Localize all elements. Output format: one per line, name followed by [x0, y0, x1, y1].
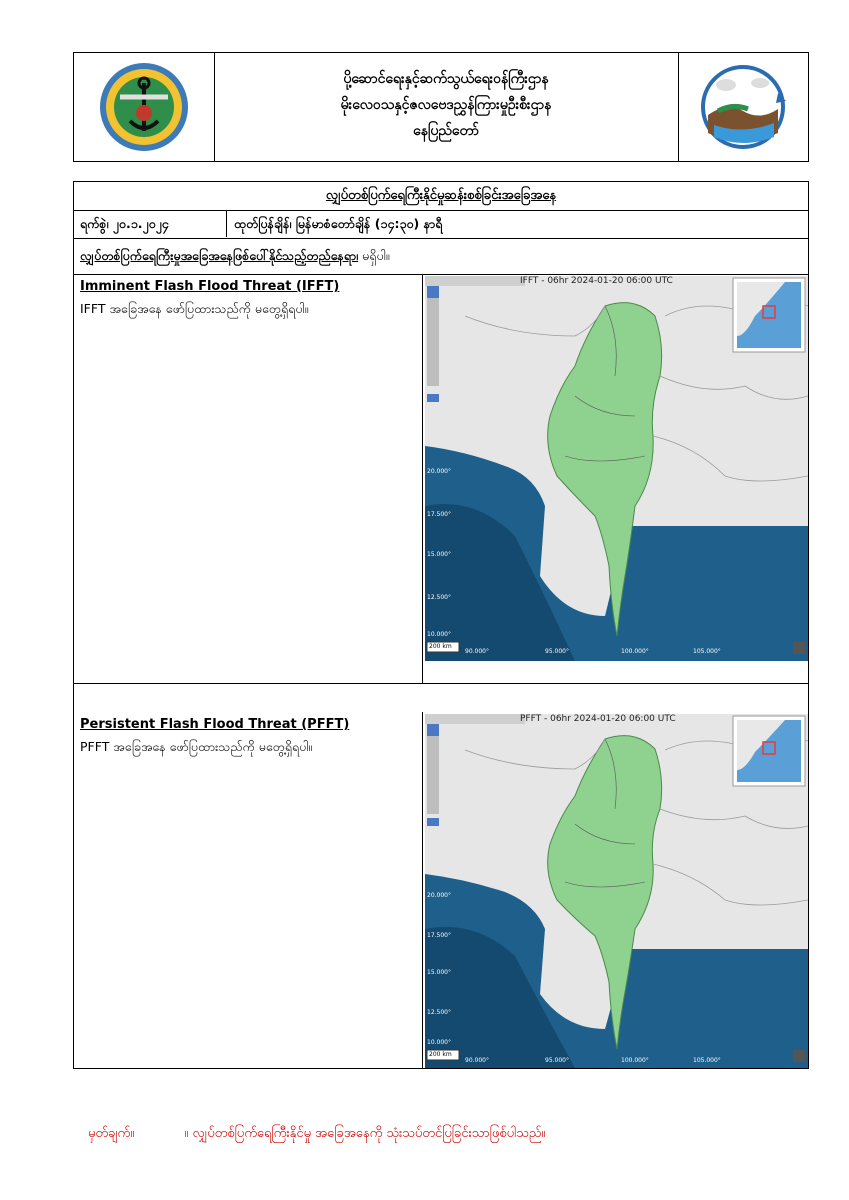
ifft-map[interactable]	[425, 276, 808, 661]
water-cycle-logo	[678, 53, 808, 161]
pfft-lon-label: 105.000°	[693, 1057, 721, 1064]
header-box	[73, 52, 809, 162]
date-row	[74, 210, 808, 239]
ifft-description: IFFT အခြေအနေ ဖော်ပြထားသည်ကို မတွေ့ရှိရပါ။	[80, 301, 309, 316]
footnote	[88, 1125, 808, 1144]
affected-area-row	[74, 238, 808, 275]
bulletin-title-row	[74, 182, 808, 211]
ifft-lat-label: 17.500°	[427, 511, 451, 518]
affected-area-value: မရှိပါ။	[362, 248, 390, 263]
ifft-lat-label: 12.500°	[427, 594, 451, 601]
pfft-heading: Persistent Flash Flood Threat (PFFT)	[80, 717, 350, 732]
ifft-scale-bar: 200 km	[429, 643, 452, 650]
footnote-label: မှတ်ချက်။	[88, 1126, 135, 1141]
pfft-lat-label: 10.000°	[427, 1039, 451, 1046]
ministry-name: ပို့ဆောင်ရေးနှင့်ဆက်သွယ်ရေးဝန်ကြီးဌာန	[343, 71, 549, 87]
pfft-lat-label: 20.000°	[427, 892, 451, 899]
ifft-lon-label: 100.000°	[621, 648, 649, 655]
ifft-lat-label: 10.000°	[427, 631, 451, 638]
pfft-description: PFFT အခြေအနေ ဖော်ပြထားသည်ကို မတွေ့ရှိရပါ။	[80, 739, 313, 754]
hydrology-logo-cell	[678, 53, 808, 161]
ifft-lat-label: 20.000°	[427, 468, 451, 475]
ifft-heading: Imminent Flash Flood Threat (IFFT)	[80, 279, 340, 294]
pfft-map-canvas	[425, 714, 808, 1068]
pfft-lon-label: 90.000°	[465, 1057, 489, 1064]
pfft-text-cell	[74, 712, 423, 1068]
pfft-lat-label: 12.500°	[427, 1009, 451, 1016]
pfft-lat-label: 15.000°	[427, 969, 451, 976]
footnote-text: ။ လျှပ်တစ်ပြက်ရေကြီးနိုင်မှု အခြေအနေကို သုံးသပ်တင်ပြခြင်းသာဖြစ်ပါသည်။	[184, 1126, 546, 1141]
bulletin-title: လျှပ်တစ်ပြက်ရေကြီးနိုင်မှုဆန်းစစ်ခြင်းအခြေအနေ	[325, 188, 557, 203]
dmh-logo-cell	[74, 53, 215, 161]
pfft-section	[74, 712, 808, 1068]
ifft-text-cell	[74, 274, 423, 683]
dmh-emblem-logo	[74, 53, 214, 161]
department-name: မိုးလေဝသနှင့်ဇလဗေဒညွှန်ကြားမှုဦးစီးဌာန	[340, 97, 552, 113]
affected-area-label: လျှပ်တစ်ပြက်ရေကြီးမှုအခြေအနေဖြစ်ပေါ်နိုင်သည့်တည်နေရာ၊	[80, 248, 359, 263]
ifft-map-canvas	[425, 276, 808, 661]
ifft-section	[74, 274, 808, 684]
pfft-lon-label: 100.000°	[621, 1057, 649, 1064]
ifft-lon-label: 90.000°	[465, 648, 489, 655]
ifft-map-title: IFFT - 06hr 2024-01-20 06:00 UTC	[520, 276, 673, 286]
ifft-lat-label: 15.000°	[427, 551, 451, 558]
pfft-lat-label: 17.500°	[427, 932, 451, 939]
pfft-lon-label: 95.000°	[545, 1057, 569, 1064]
issue-time: ထုတ်ပြန်ချိန်၊ မြန်မာစံတော်ချိန် (၁၄:၃၀) နာရီ	[226, 210, 442, 237]
pfft-map-title: PFFT - 06hr 2024-01-20 06:00 UTC	[520, 714, 676, 724]
bulletin-table	[73, 181, 809, 1069]
pfft-map[interactable]	[425, 714, 808, 1068]
ministry-heading	[214, 53, 679, 161]
ifft-lon-label: 95.000°	[545, 648, 569, 655]
ifft-lon-label: 105.000°	[693, 648, 721, 655]
pfft-scale-bar: 200 km	[429, 1051, 452, 1058]
bulletin-date: ရက်စွဲ၊ ၂၀.၁.၂၀၂၄	[80, 216, 169, 231]
city-name: နေပြည်တော်	[413, 123, 479, 139]
